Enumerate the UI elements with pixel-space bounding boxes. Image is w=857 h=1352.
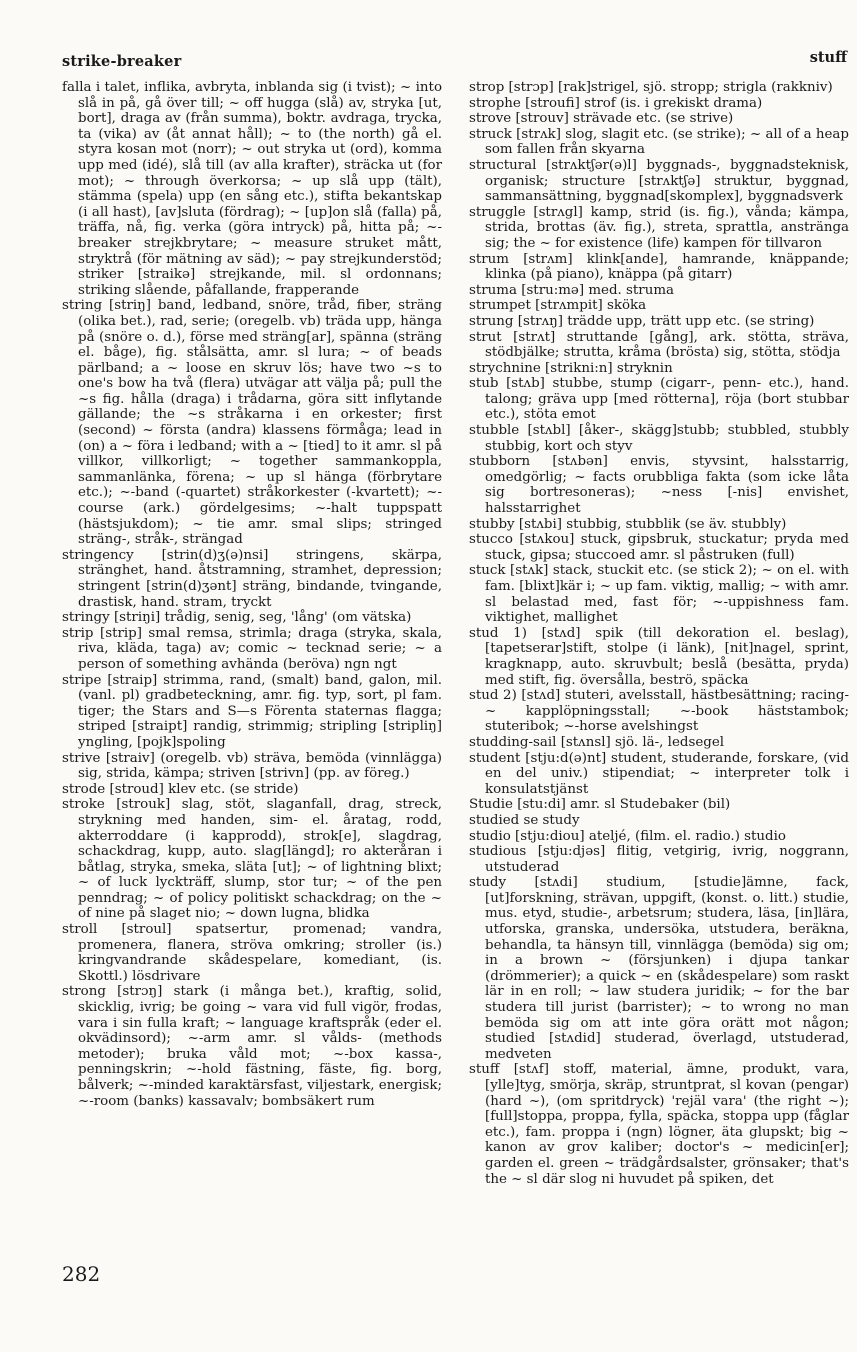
dictionary-entry: studious [stju:djəs] flitig, vetgirig, ivrig, noggrann, utstuderad — [469, 844, 849, 875]
dictionary-entry: falla i talet, inflika, avbryta, inblanda sig (i tvist); ~ into slå in på, gå över till; ~ off hugga (slå) av, stryka [ut, bort], draga av (från summa), boktr. avdraga, trycka, ta (vika) av (åt annat håll); ~ to (the north) gå el. styra kosan mot (norr); ~ out stryka ut (ord), komma upp med (idé), slå till (av alla krafter), sträcka ut (for mot); ~ through överkorsa; ~ up slå upp (tält), stämma (spela) upp (en sång etc.), stifta bekantskap (i all hast), [av]sluta (fördrag); ~ [up]on slå (falla) på, träffa, nå, fig. verka (göra intryck) på, hitta på; ~-breaker strejkbrytare; ~ measure struket mått, stryktrå (för mätning av säd); ~ pay strejkunderstöd; striker [straikə] strejkande, mil. sl ordonnans; striking slående, påfallande, frapperande — [62, 80, 442, 298]
dictionary-entry: stroke [strouk] slag, stöt, slaganfall, drag, streck, strykning med handen, sim- el. åratag, rodd, akterroddare (i kapprodd), strok[e], slagdrag, schackdrag, kupp, auto. slag[längd]; ro akteråran i båtlag, stryka, smeka, släta [ut]; ~ of lightning blixt; ~ of luck lyckträff, slump, stor tur; ~ of the pen penndrag; ~ of policy politiskt schackdrag; on the ~ of nine på slaget nio; ~ down lugna, blidka — [62, 797, 442, 922]
dictionary-entry: strong [strɔŋ] stark (i många bet.), kraftig, solid, skicklig, ivrig; be going ~ vara vid full vigör, frodas, vara i sin fulla kraft; ~ language kraftspråk (eder el. okvädinsord); ~-arm amr. sl vålds- (methods metoder); bruka våld mot; ~-box kassa-, penningskrin; ~-hold fästning, fäste, fig. borg, bålverk; ~-minded karaktärsfast, viljestark, energisk; ~-room (banks) kassavalv; bombsäkert rum — [62, 984, 442, 1109]
dictionary-entry: stringy [striŋi] trådig, senig, seg, 'lång' (om vätska) — [62, 610, 412, 626]
dictionary-entry: stucco [stʌkou] stuck, gipsbruk, stuckatur; pryda med stuck, gipsa; stuccoed amr. sl påstruken (full) — [469, 532, 849, 563]
dictionary-entry: stuck [stʌk] stack, stuckit etc. (se stick 2); ~ on el. with fam. [blixt]kär i; ~ up fam. viktig, mallig; ~ with amr. sl belastad med, fast för; ~-uppishness fam. viktighet, mallighet — [469, 563, 849, 626]
dictionary-entry: struma [stru:mə] med. struma — [469, 282, 674, 298]
dictionary-entry: stubble [stʌbl] [åker-, skägg]stubb; stubbled, stubbly stubbig, kort och styv — [469, 423, 849, 454]
dictionary-entry: strung [strʌŋ] trädde upp, trätt upp etc. (se string) — [469, 313, 815, 329]
dictionary-entry: structural [strʌktʃər(ə)l] byggnads-, byggnadsteknisk, organisk; structure [strʌktʃə] struktur, byggnad, sammansättning, byggnad[skomplex], byggnadsverk — [469, 157, 849, 205]
page-number: 282 — [62, 1262, 101, 1286]
right-column — [469, 80, 849, 1187]
dictionary-entry: stripe [straip] strimma, rand, (smalt) band, galon, mil. (vanl. pl) gradbeteckning, amr. fig. typ, sort, pl fam. tiger; the Stars and S—s Förenta staternas flagga; striped [straipt] randig, strimmig; stripling [stripliŋ] yngling, [pojk]spoling — [62, 672, 442, 750]
dictionary-entry: strumpet [strʌmpit] sköka — [469, 298, 647, 314]
dictionary-entry: study [stʌdi] studium, [studie]ämne, fack, [ut]forskning, strävan, uppgift, (konst. o. litt.) studie, mus. etyd, studie-, arbetsrum; studera, läsa, [in]lära, utforska, granska, undersöka, utstudera, beräkna, behandla, ta hänsyn till, vinnlägga (bemöda) sig om; in a brown ~ (försjunken) i djupa tankar (drömmerier); a quick ~ en (skådespelare) som raskt lär in en roll; ~ law studera juridik; ~ for the bar studera till jurist (barrister); ~ to wrong no man bemöda sig om att inte göra orätt mot någon; studied [stʌdid] studerad, överlagd, utstuderad, medveten — [469, 875, 849, 1062]
dictionary-entry: strophe [stroufi] strof (is. i grekiskt drama) — [469, 95, 763, 111]
dictionary-entry: strode [stroud] klev etc. (se stride) — [62, 781, 299, 797]
dictionary-entry: stub [stʌb] stubbe, stump (cigarr-, penn- etc.), hand. talong; gräva upp [med rötterna], röja (bort stubbar etc.), stöta emot — [469, 376, 849, 423]
dictionary-entry: strop [strɔp] [rak]strigel, sjö. stropp; strigla (rakkniv) — [469, 80, 833, 95]
dictionary-entry: stud 1) [stʌd] spik (till dekoration el. beslag), [tapetserar]stift, stolpe (i länk), [nit]nagel, sprint, kragknapp, auto. skruvbult; beslå (besätta, pryda) med stift, fig. översålla, beströ, späcka — [469, 625, 849, 688]
dictionary-entry: strive [straiv] (oregelb. vb) sträva, bemöda (vinnlägga) sig, strida, kämpa; striven [strivn] (pp. av föreg.) — [62, 750, 442, 782]
dictionary-entry: Studie [stu:di] amr. sl Studebaker (bil) — [469, 797, 731, 813]
dictionary-entry: strum [strʌm] klink[ande], hamrande, knäppande; klinka (på piano), knäppa (på gitarr) — [469, 251, 849, 283]
dictionary-entry: student [stju:d(ə)nt] student, studerande, forskare, (vid en del univ.) stipendiat; ~ interpreter tolk i konsulatstjänst — [469, 750, 849, 797]
dictionary-entry: strychnine [strikni:n] stryknin — [469, 360, 673, 376]
dictionary-entry: stud 2) [stʌd] stuteri, avelsstall, hästbesättning; racing-~ kapplöpningsstall; ~-book häststambok; stuteribok; ~-horse avelshingst — [469, 688, 849, 735]
dictionary-entry: strove [strouv] strävade etc. (se strive) — [469, 111, 734, 127]
dictionary-entry: stubborn [stʌbən] envis, styvsint, halsstarrig, omedgörlig; ~ facts orubbliga fakta (som icke låta sig bortresoneras); ~ness [-nis] envishet, halsstarrighet — [469, 454, 849, 517]
dictionary-entry: stuff [stʌf] stoff, material, ämne, produkt, vara, [ylle]tyg, smörja, skräp, struntprat, sl kovan (pengar) (hard ~), (om spritdryck) 'rejäl vara' (the right ~); [full]stoppa, proppa, fylla, späcka, stoppa upp (fåglar etc.), fam. proppa i (ngn) lögner, äta glupskt; big ~ kanon av grov kaliber; doctor's ~ medicin[er]; garden el. green ~ trädgårdsalster, grönsaker; that's the ~ sl där slog ni huvudet på spiken, det — [469, 1062, 849, 1187]
running-head-right: stuff — [809, 49, 847, 66]
dictionary-entry: studding-sail [stʌnsl] sjö. lä-, ledsegel — [469, 734, 725, 750]
dictionary-entry: struggle [strʌgl] kamp, strid (is. fig.), vånda; kämpa, strida, brottas (äv. fig.), streta, sprattla, anstränga sig; the ~ for existence (life) kampen för tillvaron — [469, 204, 849, 251]
dictionary-entry: struck [strʌk] slog, slagit etc. (se strike); ~ all of a heap som fallen från skyarna — [469, 126, 849, 158]
dictionary-entry: studied se study — [469, 812, 580, 828]
dictionary-entry: strip [strip] smal remsa, strimla; draga (stryka, skala, riva, kläda, taga) av; comic ~ tecknad serie; ~ a person of something avhända (beröva) ngn ngt — [62, 625, 442, 672]
dictionary-entry: stringency [strin(d)ʒ(ə)nsi] stringens, skärpa, stränghet, hand. åtstramning, stramhet, depression; stringent [strin(d)ʒənt] sträng, bindande, tvingande, drastisk, hand. stram, tryckt — [62, 547, 442, 610]
dictionary-entry: studio [stju:diou] ateljé, (film. el. radio.) studio — [469, 828, 786, 844]
running-head-left: strike-breaker — [62, 53, 182, 70]
left-column — [62, 80, 442, 1109]
dictionary-entry: strut [strʌt] struttande [gång], ark. stötta, sträva, stödbjälke; strutta, kråma (brösta) sig, stötta, stödja — [469, 329, 849, 361]
dictionary-entry: stroll [stroul] spatsertur, promenad; vandra, promenera, flanera, ströva omkring; stroller (is.) kringvandrande skådespelare, komediant, (is. Skottl.) lösdrivare — [62, 922, 442, 984]
dictionary-entry: stubby [stʌbi] stubbig, stubblik (se äv. stubbly) — [469, 516, 787, 532]
dictionary-entry: string [striŋ] band, ledband, snöre, tråd, fiber, sträng (olika bet.), rad, serie; (oregelb. vb) träda upp, hänga på (snöre o. d.), förse med sträng[ar], spänna (sträng el. båge), fig. stålsätta, amr. sl lura; ~ of beads pärlband; a ~ loose en skruv lös; have two ~s to one's bow ha två (flera) utvägar att välja på; pull the ~s fig. hålla (draga) i trådarna, göra sitt inflytande gällande; the ~s stråkarna i en orkester; first (second) ~ första (andra) klassens förmåga; lead in (on) a ~ föra i ledband; with a ~ [tied] to it amr. sl på villkor, villkorligt; ~ together sammankoppla, sammanlänka, förena; ~ up sl hänga (förbrytare etc.); ~-band (-quartet) stråkorkester (-kvartett); ~-course (ark.) gördelgesims; ~-halt tuppspatt (hästsjukdom); ~ tie amr. smal slips; stringed sträng-, stråk-, strängad — [62, 298, 442, 548]
